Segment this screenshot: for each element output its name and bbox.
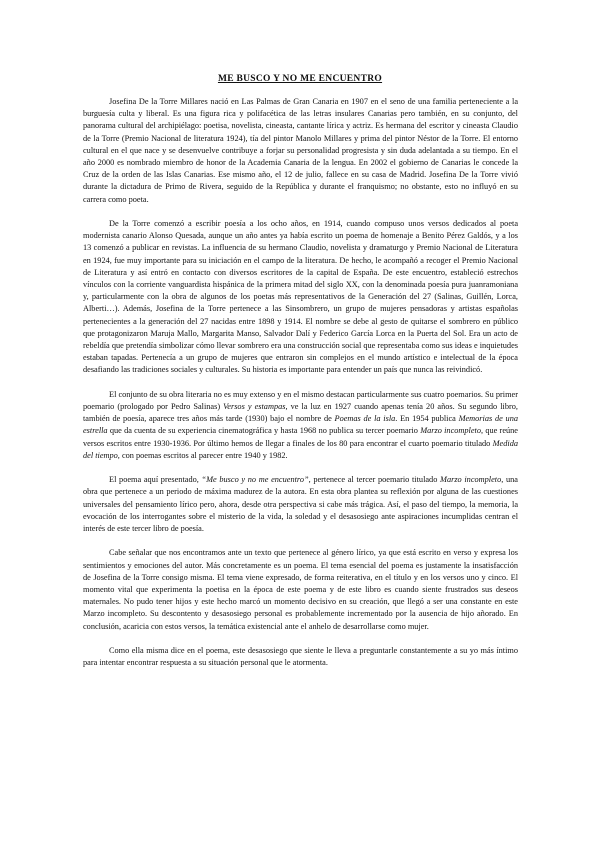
- text-span: , ve la luz en 1927 cuando apenas tenía 20 años. Su segundo libro, también de poesía, aparece tres años más tarde (1930) bajo el nombre de: [83, 402, 518, 424]
- paragraph: [83, 389, 518, 462]
- italic-text: Marzo incompleto: [440, 475, 502, 485]
- text-span: De la Torre comenzó a escribir poesía a los ocho años, en 1914, cuando compuso unos versos dedicados al poeta modernista canario Alonso Quesada, aunque un año antes ya había escrito un poema de homenaje a Benito Pérez Galdós, y a los 13 comenzó a publicar en revistas. La influencia de su hermano Claudio, novelista y dramaturgo y Premio Nacional de Literatura en 1924, fue muy importante para su iniciación en el campo de la literatura. De hecho, le acompañó a recoger el Premio Nacional de Literatura y así entró en contacto con diversos escritores de la capital de España. De este encuentro, estableció estrechos vínculos con la corriente vanguardista hispánica de la primera mitad del siglo XX, con la denominada poesía pura juanramoniana y, particularmente con la obra de algunos de los poetas más representativos de la Generación del 27 (Salinas, Guillén, Lorca, Alberti…). Además, Josefina de la Torre pertenece a las Sinsombrero, un grupo de mujeres pensadoras y artistas españolas pertenecientes a la generación del 27 nacidas entre 1898 y 1914. El nombre se debe al gesto de quitarse el sombrero en público que protagonizaron Maruja Mallo, Margarita Manso, Salvador Dalí y Federico García Lorca en la Puerta del Sol. Era un acto de rebeldía que pretendía simbolizar cómo llevar sombrero era una construcción social que representaba como sus ideas e inquietudes estaban tapadas. Pertenecía a un grupo de mujeres que entraron sin complejos en el mundo artístico e intelectual de la época desafiando las tradiciones sociales y culturales. Su historia es importante para entender un país que nunca las reivindicó.: [83, 219, 518, 375]
- text-span: , que reúne versos escritos entre 1930-1936. Por último hemos de llegar a finales de los 80 para encontrar el cuarto poemario titulado: [83, 426, 518, 448]
- paragraph: [83, 547, 518, 632]
- text-span: , una obra que pertenece a un periodo de máxima madurez de la autora. En esta obra plantea su reflexión por alguna de las cuestiones universales del pensamiento lírico pero, ahora, desde otra perspectiva si cabe más trágica. Así, el paso del tiempo, la memoria, la evocación de los interrogantes sobre el misterio de la vida, la soledad y el desasosiego ante aspiraciones incumplidas centran el interés de este tercer libro de poesía.: [83, 475, 518, 534]
- italic-text: Memorias de una estrella: [83, 414, 518, 436]
- text-span: Cabe señalar que nos encontramos ante un texto que pertenece al género lírico, ya que está escrito en verso y expresa los sentimientos y emociones del autor. Más concretamente es un poema. El tema esencial del poema es justamente la insatisfacción de Josefina de la Torre consigo misma. El tema viene expresado, de forma reiterativa, en el título y en los versos uno y cinco. El momento vital que experimenta la poetisa en la época de este poema y de este libro es cuando siente frustrados sus deseos maternales. No pudo tener hijos y este hecho marcó un momento decisivo en su creación, que llegó a ser una constante en este Marzo incompleto. Su descontento y desasosiego personal es probablemente incrementado por la ausencia de hijo añorado. En conclusión, acaricia con estos versos, la temática existencial ante el anhelo de desarrollarse como mujer.: [83, 548, 518, 631]
- text-span: El poema aquí presentado,: [109, 475, 202, 485]
- text-span: . En 1954 publica: [395, 414, 459, 424]
- paragraph: [83, 96, 518, 206]
- italic-text: “Me busco y no me encuentro”: [201, 475, 309, 485]
- paragraph: [83, 474, 518, 535]
- italic-text: Poemas de la isla: [334, 414, 396, 424]
- text-span: El conjunto de su obra literaria no es muy extenso y en el mismo destacan particularmente sus cuatro poemarios. Su primer poemario (prologado por Pedro Salinas): [83, 389, 518, 412]
- paragraph: [83, 645, 518, 669]
- text-span: , con poemas escritos al parecer entre 1940 y 1982.: [117, 450, 288, 460]
- italic-text: Versos y estampas: [223, 402, 286, 412]
- document-title: ME BUSCO Y NO ME ENCUENTRO: [217, 74, 383, 84]
- text-span: que da cuenta de su experiencia cinematográfica y hasta 1968 no publica su tercer poemario: [107, 426, 421, 436]
- document-body: [83, 96, 518, 682]
- paragraph: [83, 218, 518, 377]
- italic-text: Medida del tiempo: [83, 438, 518, 460]
- text-span: Josefina De la Torre Millares nació en Las Palmas de Gran Canaria en 1907 en el seno de una familia perteneciente a la burguesía culta y liberal. Es una figura rica y polifacética de las letras insulares Canarias pero también, en su conjunto, del panorama cultural del archipiélago: poetisa, novelista, cineasta, cantante lírica y actriz. Es hermana del escritor y cineasta Claudio de la Torre (Premio Nacional de literatura 1924), tía del pintor Manolo Millares y prima del pintor Néstor de la Torre. El entorno cultural en el que nace y se desenvuelve contribuye a forjar su personalidad progresista y sin duda adelantada a su tiempo. En el año 2000 es nombrado miembro de honor de la Academia Canaria de la lengua. En 2002 el gobierno de Canarias le concede la Cruz de la orden de las Islas Canarias. Ese mismo año, el 12 de julio, fallece en su casa de Madrid. Josefina De la Torre vivió durante la dictadura de Primo de Rivera, seguido de la República y durante el franquismo; no obstante, esto no influyó en su carrera como poeta.: [83, 97, 518, 204]
- text-span: Como ella misma dice en el poema, este desasosiego que siente le lleva a preguntarle constantemente a su yo más íntimo para intentar encontrar respuesta a su situación personal que le atormenta.: [83, 646, 518, 668]
- italic-text: Marzo incompleto: [420, 426, 481, 436]
- text-span: , pertenece al tercer poemario titulado: [308, 475, 441, 485]
